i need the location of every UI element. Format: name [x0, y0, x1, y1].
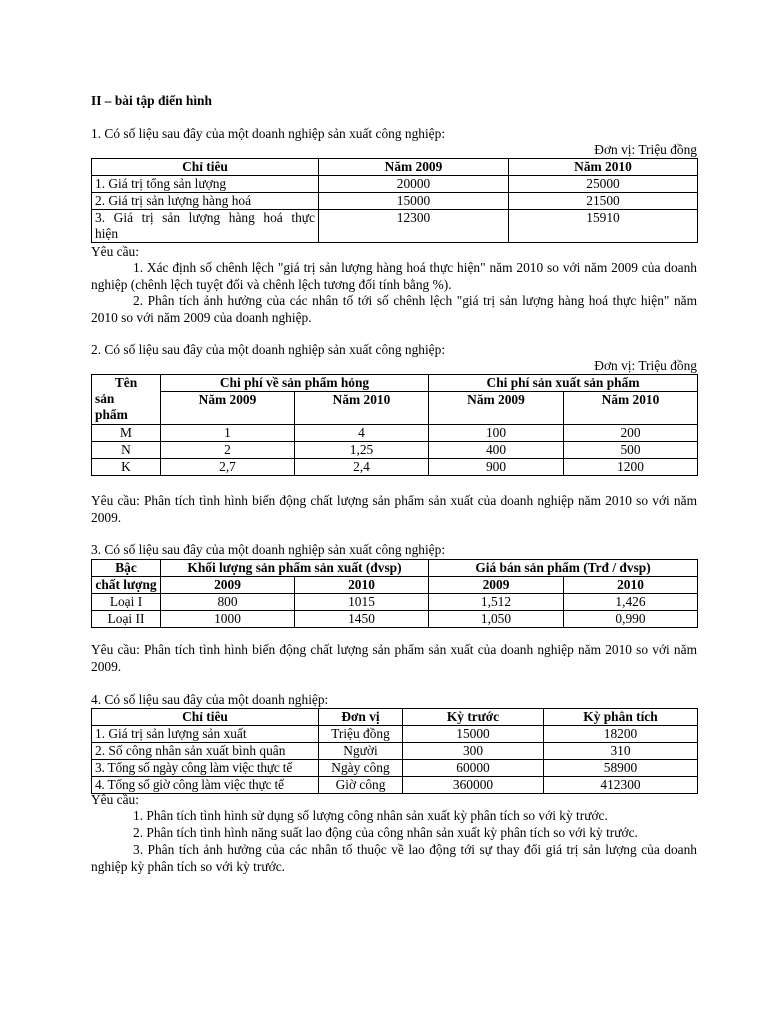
table-cell: N: [92, 442, 161, 459]
table-cell: 58900: [544, 760, 698, 777]
table-row: [92, 743, 698, 760]
row-label-continued: hiện: [95, 226, 119, 241]
table-header: Năm 2010: [509, 159, 698, 176]
table-cell: 15000: [319, 193, 509, 210]
table-cell: 18200: [544, 726, 698, 743]
problem-4-req-2: 2. Phân tích tình hình năng suất lao động của công nhân sản xuất kỳ phân tích so với kỳ trước.: [133, 825, 638, 840]
header-line: Tên: [114, 375, 138, 390]
requirement-label: Yêu cầu:: [91, 792, 139, 807]
table-cell: Ngày công: [319, 760, 403, 777]
table-header: Bậc: [92, 560, 161, 577]
table-cell: 12300: [319, 210, 509, 243]
problem-1-intro: 1. Có số liệu sau đây của một doanh nghiệp sản xuất công nghiệp:: [91, 126, 446, 141]
table-row: [92, 193, 698, 210]
table-cell: 500: [564, 442, 698, 459]
problem-4-req-1: 1. Phân tích tình hình sử dụng số lượng công nhân sản xuất kỳ phân tích so với kỳ trước.: [133, 808, 608, 823]
problem-1-unit: Đơn vị: Triệu đồng: [594, 142, 697, 157]
table-row: [92, 425, 698, 442]
table-cell: Triệu đồng: [319, 726, 403, 743]
table-header: Đơn vị: [319, 709, 403, 726]
problem-3-intro: 3. Có số liệu sau đây của một doanh nghiệp sản xuất công nghiệp:: [91, 542, 446, 557]
header-line: phẩm: [95, 407, 128, 422]
table-cell: 1200: [564, 459, 698, 476]
table-cell: 15910: [509, 210, 698, 243]
table-header: chất lượng: [92, 577, 161, 594]
table-cell: 800: [161, 594, 295, 611]
table-header: 2010: [295, 577, 429, 594]
table-cell: 1,25: [295, 442, 429, 459]
table-cell: 21500: [509, 193, 698, 210]
table-row: [92, 760, 698, 777]
table-cell: 3. Tổng số ngày công làm việc thực tế: [92, 760, 319, 777]
table-header: Chỉ tiêu: [92, 159, 319, 176]
table-header: Giá bán sản phẩm (Trđ / đvsp): [429, 560, 698, 577]
table-row: [92, 442, 698, 459]
table-cell: 25000: [509, 176, 698, 193]
problem-4-req-3: 3. Phân tích ảnh hưởng của các nhân tố thuộc về lao động tới sự thay đổi giá trị sản lượng của doanh nghiệp kỳ phân tích so với kỳ trước.: [91, 842, 697, 874]
table-cell: 200: [564, 425, 698, 442]
table-cell: 1450: [295, 611, 429, 628]
table-cell: 4. Tổng số giờ công làm việc thực tế: [92, 777, 319, 794]
table-cell: 400: [429, 442, 564, 459]
header-line: sản: [95, 391, 115, 406]
table-row: [92, 726, 698, 743]
problem-4-table: [91, 708, 697, 794]
table-header: Chi phí về sản phẩm hỏng: [161, 375, 429, 392]
table-cell: Loại I: [92, 594, 161, 611]
table-header: Năm 2010: [295, 392, 429, 425]
table-header: Năm 2010: [564, 392, 698, 425]
table-cell: 360000: [403, 777, 544, 794]
table-cell: 1,426: [564, 594, 698, 611]
table-cell: Giờ công: [319, 777, 403, 794]
table-cell: 300: [403, 743, 544, 760]
table-cell: 20000: [319, 176, 509, 193]
problem-3-table: [91, 559, 697, 628]
table-header: [92, 375, 161, 425]
table-row: [92, 777, 698, 794]
problem-2-table: [91, 374, 697, 476]
table-row: [92, 594, 698, 611]
table-cell: 2: [161, 442, 295, 459]
table-header: Kỳ phân tích: [544, 709, 698, 726]
table-cell: 4: [295, 425, 429, 442]
table-cell: 900: [429, 459, 564, 476]
table-cell: 1000: [161, 611, 295, 628]
problem-1-req-1: 1. Xác định số chênh lệch "giá trị sản lượng hàng hoá thực hiện" năm 2010 so với năm 2009 của doanh nghiệp (chênh lệch tuyệt đối và chênh lệch tương đối tính bằng %).: [91, 260, 697, 292]
table-cell: 1. Giá trị sản lượng sản xuất: [92, 726, 319, 743]
table-cell: 310: [544, 743, 698, 760]
problem-4-intro: 4. Có số liệu sau đây của một doanh nghiệp:: [91, 692, 329, 707]
table-header: 2009: [429, 577, 564, 594]
row-label: 3. Giá trị sản lượng hàng hoá thực: [95, 210, 315, 225]
table-header: Năm 2009: [429, 392, 564, 425]
table-header: Chỉ tiêu: [92, 709, 319, 726]
table-row: [92, 459, 698, 476]
requirement-label: Yêu cầu:: [91, 244, 139, 259]
table-cell: 1. Giá trị tổng sản lượng: [92, 176, 319, 193]
table-cell: 2. Giá trị sản lượng hàng hoá: [92, 193, 319, 210]
table-cell: 1015: [295, 594, 429, 611]
table-header: Năm 2009: [319, 159, 509, 176]
table-cell: M: [92, 425, 161, 442]
table-row: [92, 176, 698, 193]
table-cell: Người: [319, 743, 403, 760]
table-cell: 1: [161, 425, 295, 442]
table-header: Kỳ trước: [403, 709, 544, 726]
table-cell: K: [92, 459, 161, 476]
table-header: Năm 2009: [161, 392, 295, 425]
table-cell: 15000: [403, 726, 544, 743]
table-row: [92, 611, 698, 628]
table-header: 2010: [564, 577, 698, 594]
table-row: [92, 210, 698, 243]
table-cell: 1,512: [429, 594, 564, 611]
problem-2-unit: Đơn vị: Triệu đồng: [594, 358, 697, 373]
table-header: Chi phí sản xuất sản phẩm: [429, 375, 698, 392]
table-cell: 412300: [544, 777, 698, 794]
problem-2-intro: 2. Có số liệu sau đây của một doanh nghiệp sản xuất công nghiệp:: [91, 342, 446, 357]
problem-1-req-2: 2. Phân tích ảnh hưởng của các nhân tố tới số chênh lệch "giá trị sản lượng hàng hoá thực hiện" năm 2010 so với năm 2009 của doanh nghiệp.: [91, 293, 697, 325]
table-header: Khối lượng sản phẩm sản xuất (đvsp): [161, 560, 429, 577]
table-cell: 2,7: [161, 459, 295, 476]
table-cell: [92, 210, 319, 243]
problem-3-req: Yêu cầu: Phân tích tình hình biến động chất lượng sản phẩm sản xuất của doanh nghiệp năm 2010 so với năm 2009.: [91, 642, 697, 674]
problem-1-table: [91, 158, 697, 243]
table-header: 2009: [161, 577, 295, 594]
table-cell: 100: [429, 425, 564, 442]
table-cell: 0,990: [564, 611, 698, 628]
table-cell: 2. Số công nhân sản xuất bình quân: [92, 743, 319, 760]
table-cell: Loại II: [92, 611, 161, 628]
section-heading: II – bài tập điển hình: [91, 93, 212, 108]
table-cell: 60000: [403, 760, 544, 777]
table-cell: 2,4: [295, 459, 429, 476]
problem-2-req: Yêu cầu: Phân tích tình hình biến động chất lượng sản phẩm sản xuất của doanh nghiệp năm 2010 so với năm 2009.: [91, 493, 697, 525]
table-cell: 1,050: [429, 611, 564, 628]
